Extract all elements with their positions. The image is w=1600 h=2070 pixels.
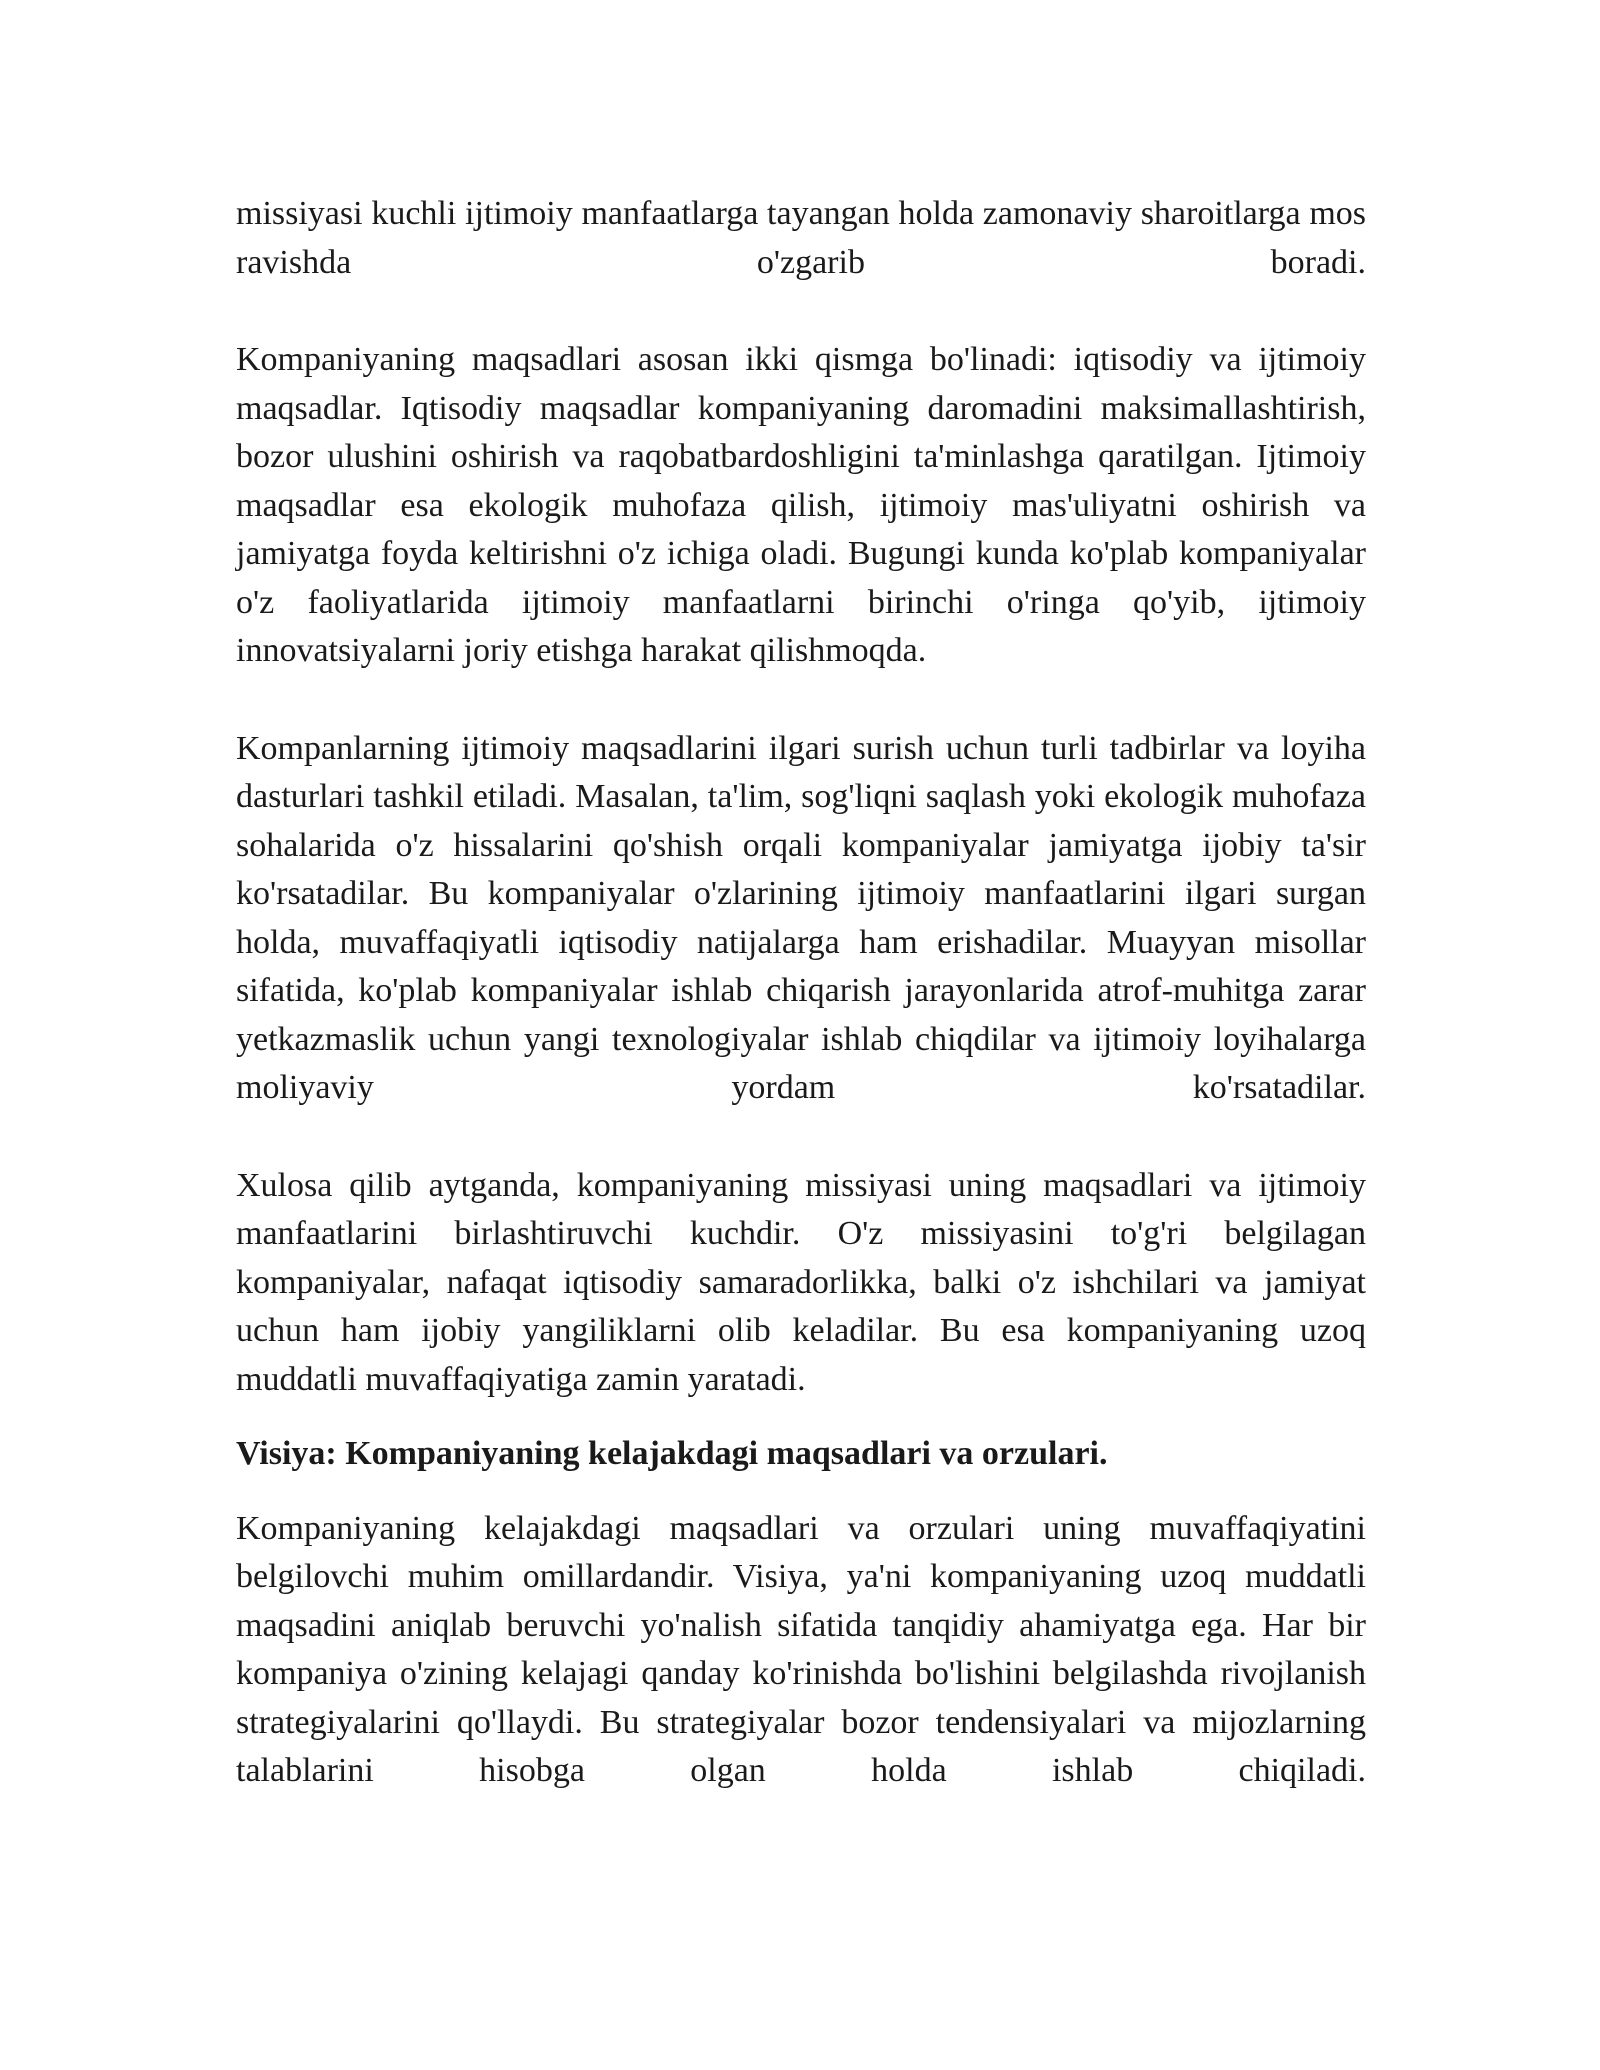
paragraph-mission-continuation: missiyasi kuchli ijtimoiy manfaatlarga tayangan holda zamonaviy sharoitlarga mos ravishda o'zgarib boradi.	[236, 195, 1366, 281]
paragraph-vision: Kompaniyaning kelajakdagi maqsadlari va orzulari uning muvaffaqiyatini belgilovchi muhim omillardandir. Visiya, ya'ni kompaniyaning uzoq muddatli maqsadini aniqlab beruvchi yo'nalish sifatida tanqidiy ahamiyatga ega. Har bir kompaniya o'zining kelajagi qanday ko'rinishda bo'lishini belgilashda rivojlanish strategiyalarini qo'llaydi. Bu strategiyalar bozor tendensiyalari va mijozlarning talablarini hisobga olgan holda ishlab chiqiladi.	[236, 1509, 1366, 1789]
paragraph-social-goals: Kompanlarning ijtimoiy maqsadlarini ilgari surish uchun turli tadbirlar va loyiha dasturlari tashkil etiladi. Masalan, ta'lim, sog'liqni saqlash yoki ekologik muhofaza sohalarida o'z hissalarini qo'shish orqali kompaniyalar jamiyatga ijobiy ta'sir ko'rsatadilar. Bu kompaniyalar o'zlarining ijtimoiy manfaatlarini ilgari surgan holda, muvaffaqiyatli iqtisodiy natijalarga ham erishadilar. Muayyan misollar sifatida, ko'plab kompaniyalar ishlab chiqarish jarayonlarida atrof-muhitga zarar yetkazmaslik uchun yangi texnologiyalar ishlab chiqdilar va ijtimoiy loyihalarga moliyaviy yordam ko'rsatadilar.	[236, 729, 1366, 1106]
section-heading-vision: Visiya: Kompaniyaning kelajakdagi maqsadlari va orzulari.	[236, 1435, 1108, 1472]
paragraph-company-goals: Kompaniyaning maqsadlari asosan ikki qismga bo'linadi: iqtisodiy va ijtimoiy maqsadlar. Iqtisodiy maqsadlar kompaniyaning daromadini maksimallashtirish, bozor ulushini oshirish va raqobatbardoshligini ta'minlashga qaratilgan. Ijtimoiy maqsadlar esa ekologik muhofaza qilish, ijtimoiy mas'uliyatni oshirish va jamiyatga foyda keltirishni o'z ichiga oladi. Bugungi kunda ko'plab kompaniyalar o'z faoliyatlarida ijtimoiy manfaatlarni birinchi o'ringa qo'yib, ijtimoiy innovatsiyalarni joriy etishga harakat qilishmoqda.	[236, 341, 1366, 669]
paragraph-conclusion: Xulosa qilib aytganda, kompaniyaning missiyasi uning maqsadlari va ijtimoiy manfaatlarini birlashtiruvchi kuchdir. O'z missiyasini to'g'ri belgilagan kompaniyalar, nafaqat iqtisodiy samaradorlikka, balki o'z ishchilari va jamiyat uchun ham ijobiy yangiliklarni olib keladilar. Bu esa kompaniyaning uzoq muddatli muvaffaqiyatiga zamin yaratadi.	[236, 1166, 1366, 1398]
document-page	[236, 190, 1366, 1796]
